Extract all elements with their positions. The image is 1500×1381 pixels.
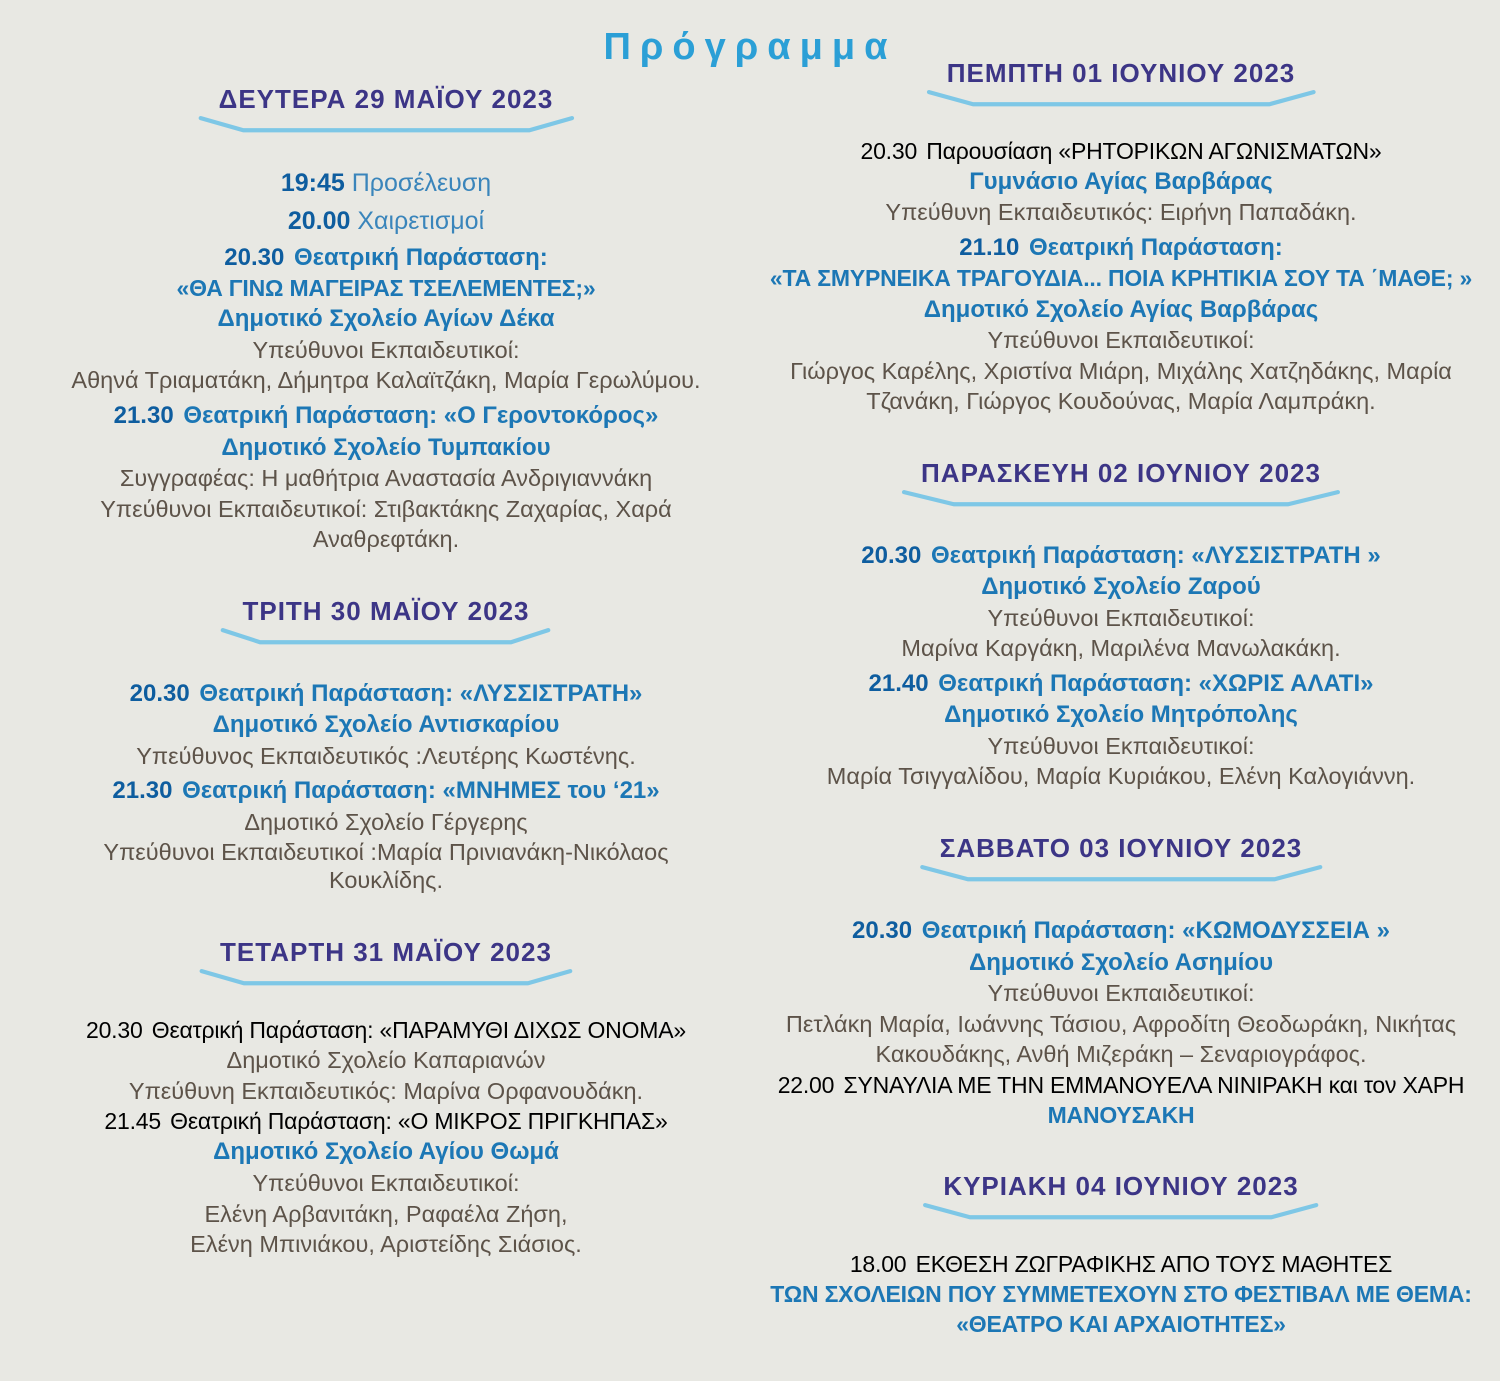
line-text: Δημοτικό Σχολείο Τυμπακίου xyxy=(221,433,551,461)
line-text: Τζανάκη, Γιώργος Κουδούνας, Μαρία Λαμπράκη. xyxy=(866,388,1376,415)
line-text: Θεατρική Παράσταση: «ΜΝΗΜΕΣ του ‘21» xyxy=(182,777,660,805)
day-section xyxy=(50,84,722,554)
info-line xyxy=(50,337,722,365)
line-text: Υπεύθυνοι Εκπαιδευτικοί: xyxy=(252,336,520,363)
line-text: Πετλάκη Μαρία, Ιωάννης Τάσιου, Αφροδίτη Θεοδωράκη, Νικήτας xyxy=(785,1010,1457,1037)
school-line xyxy=(50,1138,722,1166)
time-label: 20.30 xyxy=(129,679,190,707)
day-lines xyxy=(768,1251,1474,1338)
school-line xyxy=(768,168,1474,196)
day-lines xyxy=(768,917,1474,1129)
day-lines xyxy=(50,680,722,895)
line-text: Υπεύθυνος Εκπαιδευτικός :Λευτέρης Κωστένης. xyxy=(136,742,636,769)
day-header-label: ΤΡΙΤΗ 30 ΜΑΪΟΥ 2023 xyxy=(242,595,530,626)
info-line xyxy=(768,388,1474,416)
event-title-line xyxy=(50,275,722,302)
line-text: Γυμνάσιο Αγίας Βαρβάρας xyxy=(969,168,1273,196)
line-text: «ΘΑ ΓΙΝΩ ΜΑΓΕΙΡΑΣ ΤΣΕΛΕΜΕΝΤΕΣ;» xyxy=(176,275,596,302)
event-line xyxy=(50,244,722,272)
info-line xyxy=(50,1170,722,1198)
time-label: 20.30 xyxy=(861,542,922,570)
info-line xyxy=(768,1011,1474,1039)
line-text: Θεατρική Παράσταση: «ΚΩΜΟΔΥΣΣΕΙΑ » xyxy=(921,917,1390,945)
time-label: 21.30 xyxy=(112,777,173,805)
info-line xyxy=(50,1201,722,1229)
line-text: Προσέλευση xyxy=(351,169,492,197)
day-lines xyxy=(50,169,722,554)
school-line xyxy=(768,296,1474,324)
day-section xyxy=(50,937,722,1259)
time-label: 20.00 xyxy=(287,206,351,235)
day-header-label: ΚΥΡΙΑΚΗ 04 ΙΟΥΝΙΟΥ 2023 xyxy=(943,1171,1299,1202)
line-text: ΕΚΘΕΣΗ ΖΩΓΡΑΦΙΚΗΣ ΑΠΟ ΤΟΥΣ ΜΑΘΗΤΕΣ xyxy=(915,1251,1393,1278)
time-label: 20.30 xyxy=(224,244,285,271)
day-header-label: ΠΕΜΠΤΗ 01 ΙΟΥΝΙΟΥ 2023 xyxy=(946,58,1296,88)
underline-swoosh-icon xyxy=(895,490,1347,509)
day-lines xyxy=(768,542,1474,791)
intro-line xyxy=(50,207,722,237)
line-text: Δημοτικό Σχολείο Αγίων Δέκα xyxy=(217,305,555,333)
line-text: Μαρίνα Καργάκη, Μαριλένα Μανωλακάκη. xyxy=(901,635,1341,662)
program-column-right xyxy=(768,58,1474,1381)
underline-swoosh-icon xyxy=(917,1203,1324,1222)
event-line xyxy=(50,402,722,430)
time-label: 20.30 xyxy=(852,917,913,945)
info-line xyxy=(768,763,1474,791)
day-header xyxy=(937,1171,1304,1222)
line-text: Θεατρική Παράσταση: xyxy=(294,244,548,271)
event-line xyxy=(768,542,1474,570)
event-caps-line xyxy=(50,1108,722,1135)
event-line xyxy=(50,777,722,805)
day-section xyxy=(768,58,1474,416)
info-line xyxy=(768,605,1474,633)
line-text: Δημοτικό Σχολείο Ζαρού xyxy=(981,573,1261,601)
day-header xyxy=(213,84,560,135)
line-text: Θεατρική Παράσταση: «Ο Γεροντοκόρος» xyxy=(183,402,659,430)
day-header-label: ΠΑΡΑΣΚΕΥΗ 02 ΙΟΥΝΙΟΥ 2023 xyxy=(921,458,1321,489)
day-header xyxy=(915,458,1327,509)
time-label: 22.00 xyxy=(777,1071,835,1098)
info-line xyxy=(768,1041,1474,1069)
time-label: 21.45 xyxy=(104,1108,161,1135)
school-line xyxy=(50,434,722,462)
line-text: Δημοτικό Σχολείο Αγίας Βαρβάρας xyxy=(923,295,1319,323)
info-line xyxy=(50,1078,722,1106)
info-line xyxy=(768,327,1474,355)
day-header-label: ΣΑΒΒΑΤΟ 03 ΙΟΥΝΙΟΥ 2023 xyxy=(939,833,1303,864)
line-text: Συγγραφέας: Η μαθήτρια Αναστασία Ανδριγιαννάκη xyxy=(119,464,653,491)
day-section xyxy=(768,833,1474,1129)
program-column-left xyxy=(50,84,722,1301)
info-line xyxy=(50,1047,722,1075)
day-header-label: ΔΕΥΤΕΡΑ 29 ΜΑΪΟΥ 2023 xyxy=(218,84,554,114)
underline-swoosh-icon xyxy=(921,90,1322,109)
line-text: Χαιρετισμοί xyxy=(357,206,485,235)
line-text: «ΤΑ ΣΜΥΡΝΕΙΚΑ ΤΡΑΓΟΥΔΙΑ... ΠΟΙΑ ΚΡΗΤΙΚΙΑ ΣΟΥ ΤΑ ΄ΜΑΘΕ; » xyxy=(769,265,1473,292)
info-line xyxy=(50,839,722,894)
event-caps-line xyxy=(768,138,1474,165)
day-lines xyxy=(50,1017,722,1259)
event-caps-line xyxy=(50,1017,722,1044)
line-text: Δημοτικό Σχολείο Αγίου Θωμά xyxy=(213,1138,559,1166)
school-line xyxy=(768,701,1474,729)
school-line xyxy=(50,305,722,333)
line-text: ΣΥΝΑΥΛΙΑ ΜΕ ΤΗΝ ΕΜΜΑΝΟΥΕΛΑ ΝΙΝΙΡΑΚΗ και τον ΧΑΡΗ xyxy=(843,1071,1465,1098)
info-line xyxy=(768,199,1474,227)
line-text: Υπεύθυνοι Εκπαιδευτικοί: xyxy=(987,604,1255,631)
day-header-label: ΤΕΤΑΡΤΗ 31 ΜΑΪΟΥ 2023 xyxy=(220,936,552,967)
event-line xyxy=(768,917,1474,945)
line-text: Υπεύθυνοι Εκπαιδευτικοί: xyxy=(252,1169,520,1196)
line-text: Υπεύθυνοι Εκπαιδευτικοί: xyxy=(987,326,1255,353)
day-lines xyxy=(768,138,1474,416)
info-line xyxy=(768,980,1474,1008)
line-text: Κακουδάκης, Ανθή Μιζεράκη – Σεναριογράφος. xyxy=(875,1041,1367,1068)
line-text: Δημοτικό Σχολείο Αντισκαρίου xyxy=(212,711,560,739)
school-line xyxy=(768,573,1474,601)
line-text: Θεατρική Παράσταση: xyxy=(1029,234,1283,262)
day-header xyxy=(236,596,535,647)
line-text: Υπεύθυνοι Εκπαιδευτικοί: xyxy=(987,732,1255,759)
school-line xyxy=(768,949,1474,977)
line-text: Υπεύθυνοι Εκπαιδευτικοί: Στιβακτάκης Ζαχαρίας, Χαρά xyxy=(100,495,672,522)
line-text: Αναθρεφτάκη. xyxy=(312,526,460,553)
info-line xyxy=(50,496,722,524)
info-line xyxy=(50,367,722,395)
day-header xyxy=(214,937,558,988)
underline-swoosh-icon xyxy=(914,865,1329,884)
info-line xyxy=(50,743,722,771)
line-text: Δημοτικό Σχολείο Μητρόπολης xyxy=(944,701,1298,729)
line-text: Δημοτικό Σχολείο Γέργερης xyxy=(244,808,528,835)
event-caps-line xyxy=(768,1251,1474,1278)
underline-swoosh-icon xyxy=(216,628,555,647)
intro-line xyxy=(50,169,722,199)
time-label: 20.30 xyxy=(860,138,918,164)
day-section xyxy=(768,458,1474,791)
line-text: Υπεύθυνοι Εκπαιδευτικοί: xyxy=(987,979,1255,1006)
line-text: Ελένη Μπινιάκου, Αριστείδης Σιάσιος. xyxy=(190,1231,582,1258)
event-title-line xyxy=(768,1102,1474,1129)
line-text: Θεατρική Παράσταση: «ΧΩΡΙΣ ΑΛΑΤΙ» xyxy=(938,670,1374,698)
day-section xyxy=(50,596,722,895)
line-text: Υπεύθυνοι Εκπαιδευτικοί :Μαρία Πρινιανάκη-Νικόλαος Κουκλίδης. xyxy=(103,839,669,894)
school-line xyxy=(50,711,722,739)
line-text: Παρουσίαση «ΡΗΤΟΡΙΚΩΝ ΑΓΩΝΙΣΜΑΤΩΝ» xyxy=(926,138,1382,164)
underline-swoosh-icon xyxy=(193,116,580,135)
info-line xyxy=(768,358,1474,386)
line-text: ΜΑΝΟΥΣΑΚΗ xyxy=(1047,1102,1195,1129)
time-label: 19:45 xyxy=(280,169,345,197)
event-title-line xyxy=(768,1281,1474,1308)
info-line xyxy=(50,526,722,554)
event-line xyxy=(50,680,722,708)
underline-swoosh-icon xyxy=(194,969,578,988)
line-text: Θεατρική Παράσταση: «Ο ΜΙΚΡΟΣ ΠΡΙΓΚΗΠΑΣ» xyxy=(170,1108,668,1135)
event-line xyxy=(768,234,1474,262)
line-text: Αθηνά Τριαματάκη, Δήμητρα Καλαϊτζάκη, Μαρία Γερωλύμου. xyxy=(71,367,701,394)
time-label: 20.30 xyxy=(86,1016,143,1043)
info-line xyxy=(50,809,722,837)
line-text: «ΘΕΑΤΡΟ ΚΑΙ ΑΡΧΑΙΟΤΗΤΕΣ» xyxy=(956,1311,1286,1338)
line-text: ΤΩΝ ΣΧΟΛΕΙΩΝ ΠΟΥ ΣΥΜΜΕΤΕΧΟΥΝ ΣΤΟ ΦΕΣΤΙΒΑΛ ΜΕ ΘΕΜΑ: xyxy=(770,1281,1472,1308)
line-text: Δημοτικό Σχολείο Καπαριανών xyxy=(226,1046,546,1073)
line-text: Υπεύθυνη Εκπαιδευτικός: Μαρίνα Ορφανουδάκη. xyxy=(128,1077,644,1104)
line-text: Μαρία Τσιγγαλίδου, Μαρία Κυριάκου, Ελένη Καλογιάννη. xyxy=(826,763,1416,790)
line-text: Ελένη Αρβανιτάκη, Ραφαέλα Ζήση, xyxy=(204,1200,568,1227)
line-text: Θεατρική Παράσταση: «ΛΥΣΣΙΣΤΡΑΤΗ» xyxy=(199,679,643,707)
info-line xyxy=(768,635,1474,663)
day-header xyxy=(941,58,1302,109)
day-section xyxy=(768,1171,1474,1338)
line-text: Γιώργος Καρέλης, Χριστίνα Μιάρη, Μιχάλης Χατζηδάκης, Μαρία xyxy=(790,357,1452,384)
time-label: 21.40 xyxy=(868,670,929,698)
line-text: Υπεύθυνη Εκπαιδευτικός: Ειρήνη Παπαδάκη. xyxy=(885,199,1357,226)
day-header xyxy=(934,833,1309,884)
line-text: Θεατρική Παράσταση: «ΠΑΡΑΜΥΘΙ ΔΙΧΩΣ ΟΝΟΜΑ» xyxy=(151,1016,686,1043)
time-label: 21.10 xyxy=(959,234,1020,262)
event-title-line xyxy=(768,265,1474,292)
page-title: Πρόγραμμα xyxy=(603,26,897,68)
info-line xyxy=(50,465,722,493)
info-line xyxy=(50,1231,722,1259)
event-line xyxy=(768,670,1474,698)
line-text: Δημοτικό Σχολείο Ασημίου xyxy=(968,948,1274,976)
time-label: 21.30 xyxy=(113,402,174,430)
event-title-line xyxy=(768,1311,1474,1338)
info-line xyxy=(768,733,1474,761)
time-label: 18.00 xyxy=(849,1251,907,1278)
line-text: Θεατρική Παράσταση: «ΛΥΣΣΙΣΤΡΑΤΗ » xyxy=(931,542,1381,570)
